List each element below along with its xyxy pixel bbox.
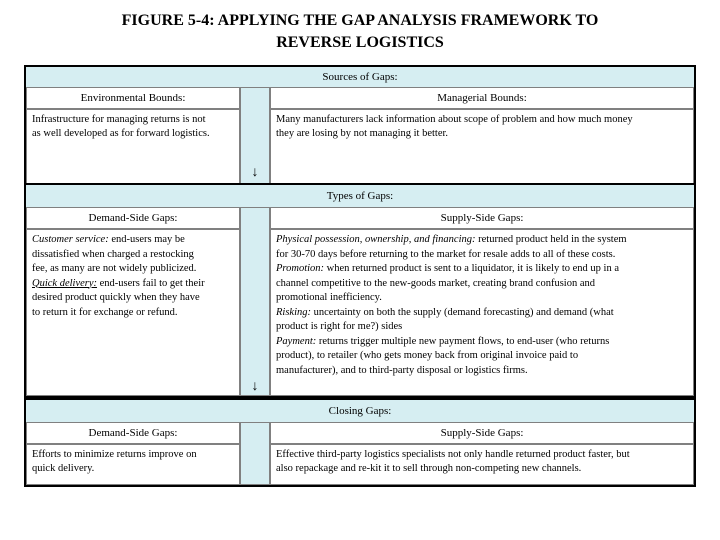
managerial-bounds-text	[270, 109, 694, 185]
quick-delivery-line-3: to return it for exchange or refund.	[32, 306, 178, 318]
closing-demand-side-header: Demand-Side Gaps:	[26, 422, 240, 444]
environmental-bounds-line-2: as well developed as for forward logistics.	[32, 128, 210, 139]
figure-title-line-2: REVERSE LOGISTICS	[276, 34, 444, 51]
types-supply-side-header: Supply-Side Gaps:	[270, 207, 694, 229]
promotion-line-1	[276, 262, 688, 277]
types-demand-side-header: Demand-Side Gaps:	[26, 207, 240, 229]
payment-line-2: product), to retailer (who gets money back from original invoice paid to	[276, 350, 579, 361]
possession-line-1	[276, 233, 688, 248]
closing-supply-side-text	[270, 444, 694, 485]
environmental-bounds-text	[26, 109, 240, 185]
figure-title	[0, 10, 720, 54]
figure-title-line-1: FIGURE 5-4: APPLYING THE GAP ANALYSIS FRAMEWORK TO	[121, 12, 599, 29]
types-demand-side-text	[26, 229, 240, 396]
sources-of-gaps-label: Sources of Gaps:	[322, 71, 398, 83]
quick-delivery-text-1: end-users fail to get their	[99, 277, 205, 289]
down-arrow-icon: ↓	[251, 379, 259, 394]
closing-demand-line-2: quick delivery.	[32, 463, 95, 474]
customer-service-label: Customer service:	[32, 234, 109, 245]
closing-supply-line-1: Effective third-party logistics specialists not only handle returned product faster, but	[276, 449, 630, 460]
payment-line-1	[276, 335, 688, 350]
risking-text-1: uncertainty on both the supply (demand forecasting) and demand (what	[313, 306, 614, 318]
payment-text-1: returns trigger multiple new payment flows, to end-user (who returns	[318, 335, 610, 347]
promotion-label: Promotion:	[276, 263, 325, 274]
closing-supply-line-2: also repackage and re-kit it to sell through non-competing new channels.	[276, 463, 582, 474]
risking-line-2: product is right for me?) sides	[276, 321, 403, 332]
customer-service-line-3: fee, as many are not widely publicized.	[32, 263, 197, 274]
payment-line-3: manufacturer), and to third-party disposal or logistics firms.	[276, 364, 528, 376]
payment-label: Payment:	[276, 335, 317, 347]
types-gap-column	[240, 207, 270, 396]
closing-gaps-label: Closing Gaps:	[328, 405, 392, 417]
quick-delivery-line-2: desired product quickly when they have	[32, 292, 200, 303]
promotion-line-2: channel competitive to the new-goods market, creating brand confusion and	[276, 277, 595, 289]
managerial-bounds-line-1: Many manufacturers lack information about scope of problem and how much money	[276, 114, 633, 125]
quick-delivery-line-1	[32, 277, 234, 292]
types-supply-side-text	[270, 229, 694, 396]
customer-service-text-1: end-users may be	[111, 234, 185, 245]
promotion-text-1: when returned product is sent to a liquidator, it is likely to end up in a	[326, 263, 620, 274]
closing-gap-column	[240, 422, 270, 485]
risking-label: Risking:	[276, 306, 311, 318]
environmental-bounds-header: Environmental Bounds:	[26, 87, 240, 109]
closing-demand-side-text	[26, 444, 240, 485]
possession-text-1: returned product held in the system	[478, 234, 627, 245]
closing-demand-line-1: Efforts to minimize returns improve on	[32, 449, 197, 460]
types-of-gaps-label: Types of Gaps:	[326, 190, 394, 202]
possession-line-2: for 30-70 days before returning to the market for resale adds to all of these costs.	[276, 248, 616, 260]
customer-service-line-2: dissatisfied when charged a restocking	[32, 248, 194, 260]
possession-label: Physical possession, ownership, and financing:	[276, 234, 476, 245]
closing-supply-side-header: Supply-Side Gaps:	[270, 422, 694, 444]
managerial-bounds-header: Managerial Bounds:	[270, 87, 694, 109]
risking-line-1	[276, 306, 688, 321]
quick-delivery-label: Quick delivery:	[32, 277, 98, 289]
environmental-bounds-line-1: Infrastructure for managing returns is not	[32, 114, 206, 125]
managerial-bounds-line-2: they are losing by not managing it better.	[276, 128, 449, 139]
promotion-line-3: promotional inefficiency.	[276, 292, 382, 303]
down-arrow-icon: ↓	[251, 165, 259, 180]
customer-service-line-1	[32, 233, 234, 248]
